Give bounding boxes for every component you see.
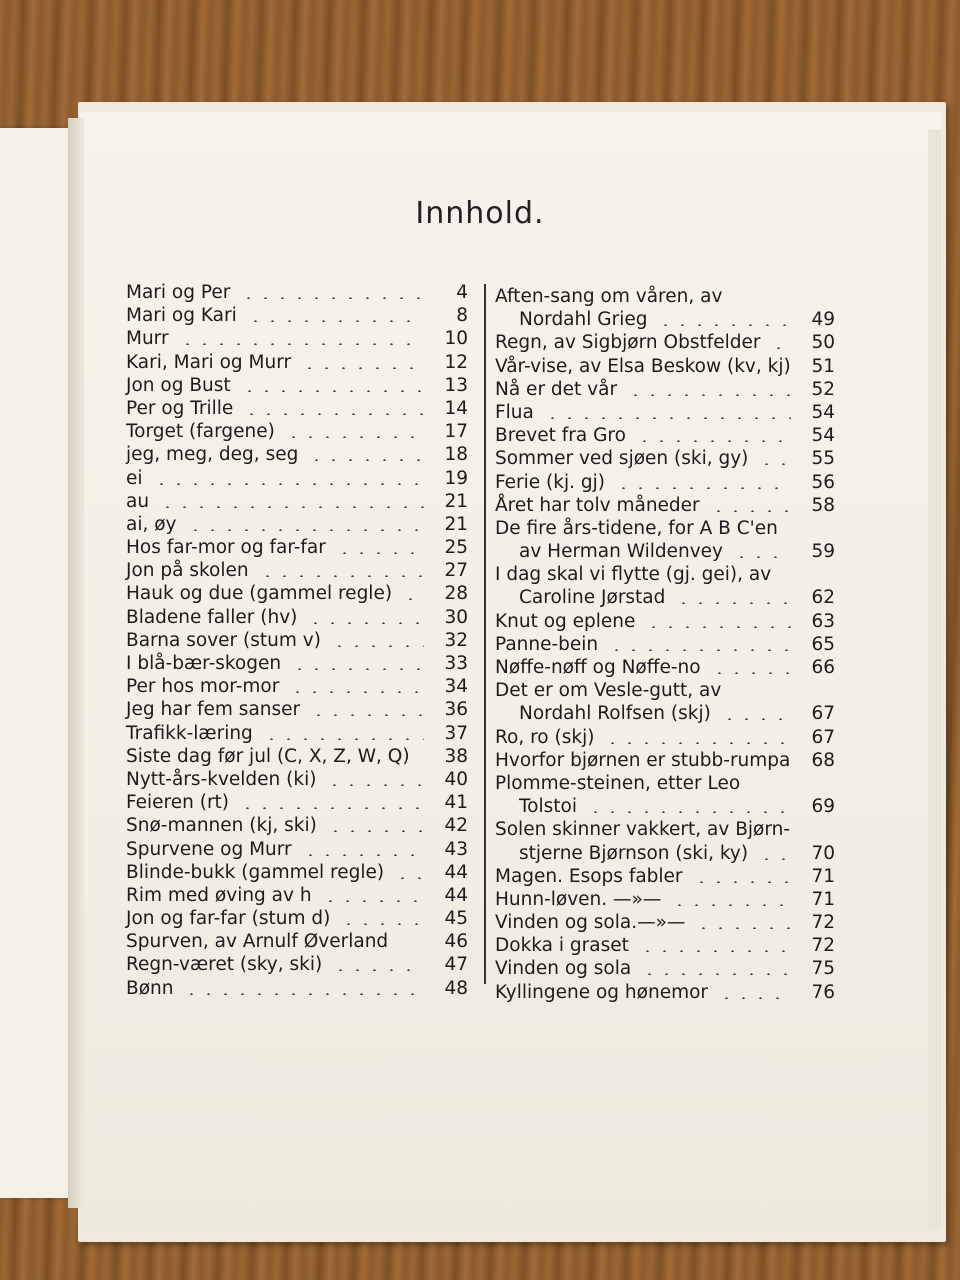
column-divider (484, 284, 486, 984)
toc-entry-page-number: 63 (811, 610, 835, 632)
toc-entry-title: Murr (126, 328, 169, 350)
toc-entry (495, 564, 835, 587)
toc-entry (495, 402, 835, 425)
toc-entry-page-number: 46 (444, 931, 468, 953)
page-title: Innhold. (415, 196, 545, 231)
toc-entry-title: Caroline Jørstad (519, 587, 666, 609)
toc-entry (495, 286, 835, 309)
toc-entry (126, 514, 468, 537)
toc-entry (495, 587, 835, 610)
dot-leader (301, 367, 424, 369)
toc-entry-title: stjerne Bjørnson (ski, ky) (519, 842, 749, 864)
dot-leader (711, 672, 791, 674)
toc-entry (126, 746, 468, 769)
toc-entry (126, 305, 468, 328)
toc-entry-page-number: 42 (444, 815, 468, 837)
toc-entry-title: Regn-været (sky, ski) (126, 954, 323, 976)
toc-entry-page-number: 72 (811, 912, 835, 934)
toc-entry-page-number: 45 (444, 908, 468, 930)
toc-entry-page-number: 44 (444, 884, 468, 906)
toc-entry (495, 356, 835, 379)
dot-leader (695, 927, 791, 929)
toc-entry-page-number: 49 (811, 309, 835, 331)
toc-entry-title: Ro, ro (skj) (495, 726, 595, 748)
toc-entry-page-number: 67 (811, 726, 835, 748)
toc-entry (126, 537, 468, 560)
toc-entry (126, 630, 468, 653)
toc-entry-page-number: 30 (444, 606, 468, 628)
toc-entry-page-number: 4 (456, 282, 468, 303)
toc-entry-title: Dokka i graset (495, 935, 629, 957)
page-stack-edge (928, 130, 942, 1230)
dot-leader (710, 510, 791, 512)
toc-entry-page-number: 70 (811, 842, 835, 864)
toc-entry-page-number: 37 (444, 722, 468, 744)
dot-leader (627, 394, 791, 396)
dot-leader (394, 877, 424, 879)
toc-entry-page-number: 48 (444, 977, 468, 999)
toc-entry-page-number: 62 (811, 587, 835, 609)
toc-entry-page-number: 21 (444, 513, 468, 535)
toc-entry-title: Hauk og due (gammel regle) (126, 583, 393, 605)
toc-entry-page-number: 34 (444, 676, 468, 698)
dot-leader (322, 900, 424, 902)
dot-leader (159, 506, 424, 508)
toc-entry-title: Spurvene og Murr (126, 838, 292, 860)
dot-leader (331, 645, 424, 647)
toc-entry (126, 583, 468, 606)
contents-left-column (126, 282, 468, 1001)
toc-entry-title: Kari, Mari og Murr (126, 351, 292, 373)
toc-entry-page-number: 17 (444, 421, 468, 443)
toc-entry (495, 309, 835, 332)
dot-leader (615, 487, 791, 489)
toc-entry (126, 398, 468, 421)
toc-entry (126, 491, 468, 514)
dot-leader (636, 440, 791, 442)
dot-leader (332, 969, 424, 971)
dot-leader (733, 556, 791, 558)
dot-leader (340, 923, 424, 925)
toc-entry (495, 866, 835, 889)
toc-entry-title: Vinden og sola (495, 958, 632, 980)
dot-leader (259, 575, 424, 577)
toc-entry (126, 699, 468, 722)
dot-leader (587, 811, 791, 813)
toc-entry-title: Jeg har fem sanser (126, 699, 301, 721)
toc-entry-title: Mari og Kari (126, 305, 237, 327)
dot-leader (307, 622, 424, 624)
toc-entry-title: Siste dag før jul (C, X, Z, W, Q) (126, 745, 410, 767)
dot-leader (239, 807, 424, 809)
dot-leader (645, 626, 791, 628)
dot-leader (604, 742, 791, 744)
dot-leader (758, 463, 791, 465)
dot-leader (285, 436, 424, 438)
toc-entry (495, 448, 835, 471)
toc-entry (495, 425, 835, 448)
toc-entry-page-number: 12 (444, 351, 468, 373)
dot-leader (187, 529, 424, 531)
dot-leader (179, 343, 424, 345)
toc-entry-title: Året har tolv måneder (495, 494, 700, 516)
toc-entry-title: Flua (495, 401, 534, 423)
dot-leader (544, 417, 791, 419)
toc-entry-page-number: 51 (811, 355, 835, 377)
toc-entry-page-number: 18 (444, 444, 468, 466)
toc-entry-title: Sommer ved sjøen (ski, gy) (495, 448, 749, 470)
toc-entry-title: De fire års-tidene, for A B C'en (495, 517, 778, 539)
toc-entry-page-number: 69 (811, 796, 835, 818)
toc-entry-title: Vinden og sola.—»— (495, 912, 686, 934)
toc-entry (495, 889, 835, 912)
toc-entry-title: Panne-bein (495, 633, 599, 655)
toc-entry-page-number: 13 (444, 374, 468, 396)
toc-entry-page-number: 28 (444, 583, 468, 605)
toc-entry (495, 611, 835, 634)
toc-entry (126, 328, 468, 351)
toc-entry-title: Nøffe-nøff og Nøffe-no (495, 657, 701, 678)
dot-leader (336, 552, 424, 554)
toc-entry-page-number: 67 (811, 703, 835, 725)
toc-entry-page-number: 54 (811, 425, 835, 447)
toc-entry (126, 908, 468, 931)
dot-leader (241, 390, 424, 392)
toc-entry (495, 727, 835, 750)
dot-leader (770, 347, 791, 349)
dot-leader (657, 324, 791, 326)
toc-entry-page-number: 44 (444, 861, 468, 883)
toc-entry-title: Nordahl Rolfsen (skj) (519, 703, 711, 725)
toc-entry-title: Brevet fra Gro (495, 425, 626, 447)
toc-entry-page-number: 71 (811, 888, 835, 910)
left-page-edge (0, 128, 72, 1198)
toc-entry-page-number: 71 (811, 865, 835, 887)
toc-entry-title: Jon på skolen (126, 560, 249, 582)
toc-entry-page-number: 27 (444, 560, 468, 582)
toc-entry-title: Hvorfor bjørnen er stubb-rumpa (495, 749, 791, 771)
toc-entry-page-number: 40 (444, 768, 468, 790)
toc-entry-title: Bønn (126, 977, 174, 999)
toc-entry-title: Feieren (rt) (126, 792, 230, 814)
toc-entry-title: Hos far-mor og far-far (126, 537, 326, 559)
toc-entry-title: Magen. Esops fabler (495, 865, 683, 887)
toc-entry-page-number: 8 (456, 305, 468, 327)
toc-entry (495, 472, 835, 495)
toc-entry-page-number: 10 (444, 328, 468, 350)
toc-entry (126, 723, 468, 746)
dot-leader (718, 997, 791, 999)
dot-leader (326, 784, 424, 786)
toc-entry-title: Plomme-steinen, etter Leo (495, 772, 741, 794)
toc-entry-page-number: 19 (444, 467, 468, 489)
toc-entry (126, 352, 468, 375)
dot-leader (302, 854, 424, 856)
toc-entry (126, 560, 468, 583)
toc-entry (126, 444, 468, 467)
toc-entry-page-number: 54 (811, 401, 835, 423)
toc-entry (126, 607, 468, 630)
dot-leader (310, 714, 424, 716)
toc-entry (495, 657, 835, 680)
toc-entry-page-number: 65 (811, 633, 835, 655)
dot-leader (721, 718, 791, 720)
toc-entry (126, 978, 468, 1001)
toc-entry-title: Mari og Per (126, 282, 231, 303)
dot-leader (693, 881, 791, 883)
toc-entry-page-number: 47 (444, 954, 468, 976)
toc-entry (495, 703, 835, 726)
toc-entry (126, 375, 468, 398)
toc-entry-page-number: 33 (444, 653, 468, 674)
toc-entry-title: Knut og eplene (495, 610, 636, 632)
toc-entry-title: jeg, meg, deg, seg (126, 444, 299, 466)
toc-entry (495, 332, 835, 355)
toc-entry-page-number: 72 (811, 935, 835, 957)
toc-entry (126, 931, 468, 954)
toc-entry (126, 839, 468, 862)
toc-entry (495, 680, 835, 703)
dot-leader (639, 950, 791, 952)
toc-entry-title: Barna sover (stum v) (126, 629, 321, 651)
toc-entry-title: Ferie (kj. gj) (495, 471, 605, 493)
toc-entry-page-number: 56 (811, 471, 835, 493)
dot-leader (402, 598, 424, 600)
toc-entry-page-number: 25 (444, 537, 468, 559)
toc-entry-page-number: 38 (444, 745, 468, 767)
toc-entry-page-number: 59 (811, 541, 835, 563)
toc-entry-title: Hunn-løven. —»— (495, 888, 662, 910)
dot-leader (240, 297, 424, 299)
toc-entry-title: ai, øy (126, 513, 177, 535)
toc-entry (495, 518, 835, 541)
toc-entry-title: ei (126, 467, 143, 489)
dot-leader (758, 858, 791, 860)
toc-entry (126, 676, 468, 699)
toc-entry (495, 958, 835, 981)
toc-entry-page-number: 75 (811, 958, 835, 980)
toc-entry-title: Per og Trille (126, 397, 234, 419)
toc-entry (126, 885, 468, 908)
toc-entry-page-number: 32 (444, 629, 468, 651)
toc-entry-title: au (126, 490, 150, 512)
toc-entry (126, 653, 468, 676)
toc-entry-title: Kyllingene og hønemor (495, 981, 709, 1003)
toc-entry-page-number: 50 (811, 332, 835, 354)
toc-entry-title: Jon og Bust (126, 374, 231, 396)
toc-entry-page-number: 14 (444, 397, 468, 419)
toc-entry (495, 773, 835, 796)
toc-entry (126, 769, 468, 792)
dot-leader (608, 649, 791, 651)
dot-leader (671, 904, 791, 906)
toc-entry (126, 468, 468, 491)
toc-entry (495, 843, 835, 866)
toc-entry-page-number: 43 (444, 838, 468, 860)
toc-entry-title: I blå-bær-skogen (126, 653, 282, 674)
toc-entry (495, 495, 835, 518)
toc-entry-title: Torget (fargene) (126, 421, 275, 443)
toc-entry (495, 796, 835, 819)
contents-right-column (495, 286, 835, 1005)
dot-leader (153, 483, 424, 485)
dot-leader (183, 993, 424, 995)
toc-entry-title: Tolstoi (519, 796, 577, 818)
toc-entry-title: Trafikk-læring (126, 722, 253, 744)
toc-entry (126, 954, 468, 977)
toc-entry-title: Blinde-bukk (gammel regle) (126, 861, 385, 883)
toc-entry (495, 541, 835, 564)
dot-leader (291, 668, 424, 670)
toc-entry-page-number: 66 (811, 657, 835, 678)
toc-entry (126, 862, 468, 885)
toc-entry-title: Aften-sang om våren, av (495, 286, 723, 307)
toc-entry-title: Rim med øving av h (126, 884, 312, 906)
dot-leader (263, 738, 424, 740)
toc-entry-page-number: 41 (444, 792, 468, 814)
toc-entry (495, 379, 835, 402)
toc-entry-title: Jon og far-far (stum d) (126, 908, 331, 930)
dot-leader (675, 602, 791, 604)
toc-entry-title: Det er om Vesle-gutt, av (495, 680, 722, 702)
toc-entry (126, 792, 468, 815)
toc-entry-title: Snø-mannen (kj, ski) (126, 815, 317, 837)
toc-entry-page-number: 52 (811, 378, 835, 400)
book-spine (68, 118, 84, 1208)
toc-entry-title: Solen skinner vakkert, av Bjørn- (495, 819, 791, 841)
toc-entry (126, 282, 468, 305)
toc-entry-title: Bladene faller (hv) (126, 606, 298, 628)
dot-leader (247, 320, 424, 322)
toc-entry-page-number: 58 (811, 494, 835, 516)
dot-leader (289, 691, 424, 693)
toc-entry-page-number: 68 (811, 749, 835, 771)
toc-entry-page-number: 76 (811, 981, 835, 1003)
toc-entry-title: Regn, av Sigbjørn Obstfelder (495, 332, 761, 354)
toc-entry-title: Nå er det vår (495, 378, 618, 400)
toc-entry-title: av Herman Wildenvey (519, 541, 723, 563)
toc-entry-title: Vår-vise, av Elsa Beskow (kv, kj) (495, 355, 791, 377)
toc-entry-page-number: 55 (811, 448, 835, 470)
toc-entry-title: Nytt-års-kvelden (ki) (126, 768, 317, 790)
toc-entry-title: Nordahl Grieg (519, 309, 648, 331)
toc-entry (495, 750, 835, 773)
dot-leader (641, 973, 791, 975)
dot-leader (243, 413, 424, 415)
toc-entry (495, 982, 835, 1005)
toc-entry (495, 634, 835, 657)
toc-entry-title: Per hos mor-mor (126, 676, 280, 698)
toc-entry-title: I dag skal vi flytte (gj. gei), av (495, 564, 772, 586)
dot-leader (308, 459, 424, 461)
toc-entry (126, 815, 468, 838)
toc-entry (495, 935, 835, 958)
toc-entry-page-number: 36 (444, 699, 468, 721)
toc-entry (126, 421, 468, 444)
toc-entry-title: Spurven, av Arnulf Øverland (126, 931, 389, 953)
toc-entry (495, 819, 835, 842)
toc-entry-page-number: 21 (444, 490, 468, 512)
dot-leader (327, 830, 424, 832)
toc-entry (495, 912, 835, 935)
